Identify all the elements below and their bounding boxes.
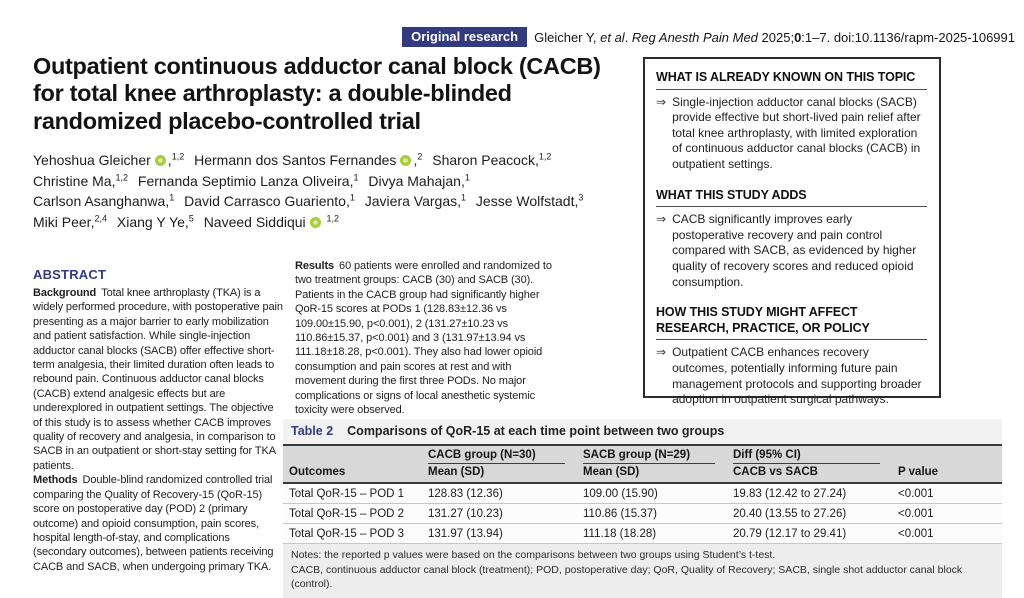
column-header-diff: CACB vs SACB	[733, 466, 818, 478]
table-caption-text: Comparisons of QoR-15 at each time point between two groups	[347, 424, 725, 438]
orcid-icon	[155, 155, 166, 166]
table-group-header-row	[283, 446, 1002, 464]
citation-etal: et al	[600, 29, 625, 45]
table-cell: 109.00 (15.90)	[583, 487, 658, 500]
results-text: 60 patients were enrolled and randomized to two treatment groups: CACB (30) and SACB (30). Patients in the CACB group had significantly higher QoR-15 scores at PODs 1 (128.83±12.36 vs 109.00±15.90, p<0.001), 2 (131.27±10.23 vs 110.86±15.37, p<0.001) and 3 (131.97±13.94 vs 111.18±18.28, p<0.001). They also had lower opioid consumption and pain scores at rest and with movement during the first three PODs. No major complications or signs of local anesthetic systemic toxicity were observed.	[295, 260, 552, 417]
table-row	[283, 484, 1002, 504]
orcid-icon	[310, 217, 321, 228]
author-sep: ,	[165, 193, 170, 210]
table-cell: 111.18 (18.28)	[583, 527, 657, 540]
study-affect-bullet	[656, 345, 927, 407]
arrow-icon: ⇒	[656, 94, 667, 109]
background-paragraph	[33, 286, 285, 473]
top-citation-bar	[0, 27, 1015, 47]
background-label: Background	[33, 287, 97, 300]
author-name: Divya Mahajan	[368, 172, 461, 189]
key-messages-box	[643, 57, 941, 407]
group-header-diff: Diff (95% CI)	[733, 449, 880, 464]
author	[194, 152, 422, 168]
author	[368, 173, 470, 189]
column-header-mean-cacb: Mean (SD)	[428, 466, 485, 478]
author	[476, 193, 583, 209]
author-affiliation: 1	[464, 171, 470, 182]
author-affiliation: 1,2	[538, 151, 552, 162]
table-row	[283, 524, 1002, 544]
author-affiliation: 1	[169, 192, 175, 203]
citation	[534, 30, 1015, 45]
results-column	[295, 259, 552, 417]
author-affiliation: 1,2	[171, 151, 185, 162]
table-cell: <0.001	[898, 527, 934, 540]
author-affiliation: 2,4	[94, 213, 107, 224]
results-paragraph	[295, 259, 552, 417]
citation-year: 2025;	[757, 29, 795, 45]
table-cell: <0.001	[898, 487, 934, 500]
arrow-icon: ⇒	[656, 212, 667, 227]
study-adds-text: CACB significantly improves early postoperative recovery and pain control compared with SACB, as evidenced by higher quality of recovery scores and reduced opioid consumption.	[672, 212, 917, 289]
author-sep: ,	[345, 193, 350, 210]
journal-name: Reg Anesth Pain Med	[631, 29, 758, 45]
table-cell: 131.27 (10.23)	[428, 507, 503, 520]
orcid-icon	[400, 155, 411, 166]
author	[33, 193, 174, 209]
author-affiliation: 5	[188, 213, 194, 224]
author-sep: ,	[574, 193, 579, 210]
methods-text: Double-blind randomized controlled trial comparing the Quality of Recovery-15 (QoR-15) score on postoperative day (POD) 2 (primary outcome) and opioid consumption, pain scores, hospital length-of-stay, and complications (secondary outcomes), between patients receiving CACB and SACB, when undergoing primary TKA.	[33, 474, 274, 573]
author	[432, 152, 551, 168]
table-cell: 20.79 (12.17 to 29.41)	[733, 527, 847, 540]
table2-block	[283, 419, 1002, 598]
results-label: Results	[295, 260, 335, 272]
author	[33, 173, 128, 189]
author-sep: ,	[460, 172, 465, 189]
arrow-icon: ⇒	[656, 345, 667, 360]
table-row	[283, 504, 1002, 524]
author-sep: ,	[167, 152, 172, 168]
author	[138, 173, 359, 189]
author-affiliation: 1	[349, 192, 355, 203]
table-cell: Total QoR-15 – POD 3	[289, 527, 405, 540]
table-header	[283, 444, 1002, 484]
citation-sep: .	[624, 29, 632, 45]
author-affiliation: 2	[417, 151, 423, 162]
table-cell	[898, 446, 1002, 464]
author	[33, 152, 184, 168]
table-cell: 20.40 (13.55 to 27.26)	[733, 507, 847, 520]
column-header-mean-sacb: Mean (SD)	[583, 466, 640, 478]
page-title: Outpatient continuous adductor canal block (CACB) for total knee arthroplasty: a double-blinded randomized placebo-controlled trial	[33, 53, 601, 134]
author-name: Naveed Siddiqui	[203, 213, 306, 230]
table-note-line1: Notes: the reported p values were based on the comparisons between two groups using Student’s t-test.	[291, 549, 776, 561]
abstract-section	[33, 266, 285, 574]
author	[184, 193, 355, 209]
known-topic-bullet	[656, 95, 927, 173]
author-name: Christine Ma	[33, 172, 112, 189]
table-cell	[428, 446, 583, 464]
author-name: Miki Peer	[33, 213, 91, 230]
author-name: Javiera Vargas	[364, 193, 458, 210]
background-text: Total knee arthroplasty (TKA) is a widely performed procedure, with postoperative pain presenting as a major barrier to early mobilization and patient satisfaction. While single-injection adductor canal blocks (SACB) offer effective short-term analgesia, their limited duration often leads to rebound pain. Continuous adductor canal blocks (CACB) extend analgesic effects but are underexplored in outpatient settings. The objective of this study is to assess whether CACB improves quality of recovery and analgesia, in comparison to SACB in an outpatient or short-stay setting for TKA patients.	[33, 287, 283, 472]
author-name: Fernanda Septimio Lanza Oliveira	[137, 172, 350, 189]
author-sep: ,	[90, 213, 95, 230]
study-adds-bullet	[656, 212, 927, 290]
group-header-sacb: SACB group (N=29)	[583, 449, 715, 464]
author-affiliation: 3	[578, 192, 584, 203]
author	[33, 214, 107, 230]
known-topic-heading: WHAT IS ALREADY KNOWN ON THIS TOPIC	[656, 70, 927, 90]
table-cell	[583, 446, 733, 464]
author-name: David Carrasco Guariento	[184, 193, 346, 210]
citation-volume: 0	[794, 29, 802, 45]
author-sep: ,	[413, 152, 418, 168]
author	[117, 214, 194, 230]
table-caption	[283, 419, 1002, 444]
abstract-heading: ABSTRACT	[33, 267, 107, 282]
table-cell	[733, 446, 898, 464]
citation-doi: :1–7. doi:10.1136/rapm-2025-106991	[801, 29, 1015, 45]
author-affiliation: 1	[461, 192, 467, 203]
column-header-outcomes: Outcomes	[289, 466, 346, 478]
authors-block	[33, 150, 673, 232]
table-note-line2: CACB, continuous adductor canal block (treatment); POD, postoperative day; QoR, Quality of Recovery; SACB, single shot adductor canal block (control).	[291, 563, 963, 591]
author-affiliation: 1,2	[115, 171, 128, 182]
citation-authors: Gleicher Y,	[534, 29, 601, 45]
table-label: Table 2	[291, 424, 334, 438]
study-adds-heading: WHAT THIS STUDY ADDS	[656, 188, 927, 208]
original-research-badge: Original research	[402, 27, 527, 47]
author-name: Jesse Wolfstadt	[475, 193, 575, 210]
table-cell: Total QoR-15 – POD 2	[289, 507, 405, 520]
author-affiliation: 1,2	[326, 213, 340, 224]
table-cell: 110.86 (15.37)	[583, 507, 657, 520]
table-cell: 19.83 (12.42 to 27.24)	[733, 487, 847, 500]
author-sep: ,	[111, 172, 116, 189]
author	[365, 193, 466, 209]
author-sep: ,	[534, 152, 539, 168]
table-cell: <0.001	[898, 507, 934, 520]
author-sep: ,	[349, 172, 354, 189]
column-header-pvalue: P value	[898, 466, 939, 478]
table-cell: 128.83 (12.36)	[428, 487, 503, 500]
table-notes	[283, 544, 1002, 598]
author	[204, 214, 339, 230]
study-affect-text: Outpatient CACB enhances recovery outcomes, potentially informing future pain management protocols and supporting broader adoption in outpatient surgical pathways.	[672, 345, 922, 407]
table-cell: 131.97 (13.94)	[428, 527, 503, 540]
study-affect-heading: HOW THIS STUDY MIGHT AFFECT RESEARCH, PRACTICE, OR POLICY	[656, 305, 927, 340]
methods-paragraph	[33, 473, 285, 574]
author-sep: ,	[457, 193, 461, 210]
methods-label: Methods	[33, 474, 78, 487]
group-header-cacb: CACB group (N=30)	[428, 449, 565, 464]
table-cell	[283, 446, 428, 464]
author-name: Yehoshua Gleicher	[33, 152, 151, 168]
author-sep: ,	[184, 213, 189, 230]
table-cell: Total QoR-15 – POD 1	[289, 487, 405, 500]
author-name: Carlson Asanghanwa	[33, 193, 166, 210]
known-topic-text: Single-injection adductor canal blocks (SACB) provide effective but short-lived pain relief after total knee arthroplasty, with limited exploration of continuous adductor canal blocks (CACB) in outpatient settings.	[672, 94, 921, 171]
author-name: Hermann dos Santos Fernandes	[194, 152, 397, 168]
author-affiliation: 1	[353, 171, 359, 182]
author-name: Xiang Y Ye	[116, 213, 185, 230]
author-name: Sharon Peacock	[432, 152, 535, 168]
table-column-header-row	[283, 464, 1002, 482]
